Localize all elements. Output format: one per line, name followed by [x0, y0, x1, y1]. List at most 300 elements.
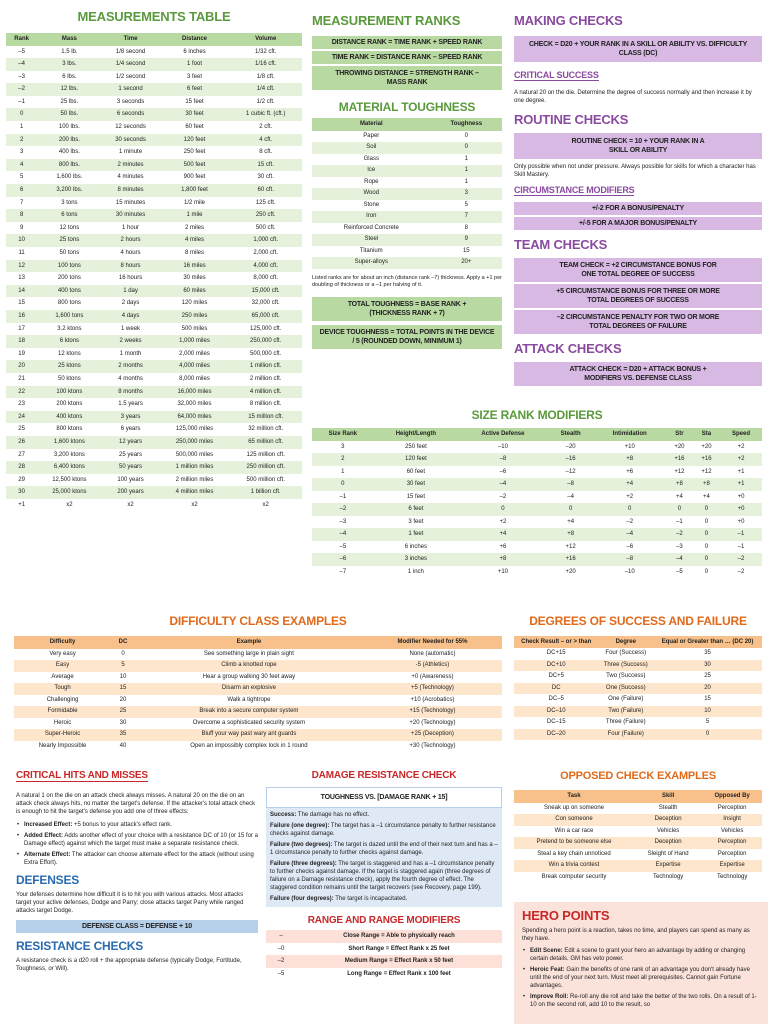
measurements-cell: 2 hours	[101, 234, 159, 247]
size-rank-cell: 0	[693, 553, 720, 566]
measurements-cell: 25 tons	[37, 234, 101, 247]
material-row	[312, 165, 502, 177]
measurements-cell: x2	[66, 501, 73, 508]
size-rank-table	[312, 428, 762, 578]
size-rank-cell: +8	[458, 553, 548, 566]
opposed-cell: Sleight of Hand	[647, 850, 689, 857]
difficulty-class-title: DIFFICULTY CLASS EXAMPLES	[169, 614, 347, 628]
size-rank-row	[312, 516, 762, 529]
measurements-cell: 3 years	[101, 411, 159, 424]
making-checks-section	[514, 14, 762, 386]
size-rank-cell: –4	[312, 528, 374, 541]
measurements-cell: 16 hours	[118, 275, 143, 282]
opposed-cell: Vehicles	[656, 827, 680, 834]
measurements-cell: 1 mile	[160, 209, 230, 222]
measurements-cell: x2	[262, 501, 269, 508]
measurements-cell: 16 miles	[160, 260, 230, 273]
measurements-cell: 250 miles	[160, 310, 230, 323]
opposed-section	[514, 770, 762, 883]
degree-cell: DC	[514, 683, 598, 695]
opposed-cell: Deception	[634, 837, 702, 849]
measurements-cell: –2	[6, 83, 37, 96]
opposed-cell: Insight	[702, 814, 762, 826]
size-rank-cell: +20	[674, 443, 685, 450]
measurements-cell: 1/8 second	[115, 48, 146, 55]
opposed-title: OPPOSED CHECK EXAMPLES	[560, 770, 716, 782]
damage-resistance-formula: TOUGHNESS VS. [DAMAGE RANK + 15]	[266, 787, 502, 808]
measurements-cell: 400 lbs.	[58, 149, 80, 156]
measurements-cell: –4	[6, 58, 37, 71]
opposed-cell: Technology	[652, 873, 684, 880]
measurements-cell: x2	[127, 501, 134, 508]
measurements-row	[6, 159, 302, 172]
size-rank-row	[312, 553, 762, 566]
damage-result: Failure (three degrees): The target is staggered and has a –1 circumstance penalty to further checks against damage. If the target is staggered again (three degrees of failure on a Damage resistance check), apply the fourth degree of effect. The staggered condition remains until the target recovers (see Recovery, page 199).	[270, 861, 495, 891]
size-rank-row	[312, 478, 762, 491]
measurements-row	[6, 360, 302, 373]
measurements-cell: 125 cft.	[255, 199, 276, 206]
difficulty-cell: Hear a group walking 30 feet away	[202, 673, 296, 680]
measurements-cell: 1 cubic ft. (cft.)	[229, 108, 302, 121]
size-rank-row	[312, 441, 762, 454]
measurements-cell: 800 tons	[57, 300, 81, 307]
size-rank-cell: –4	[594, 528, 666, 541]
measurements-cell: 6,400 ktons	[37, 461, 101, 474]
measurements-cell: –1	[18, 98, 25, 105]
size-rank-cell: +8	[666, 478, 693, 491]
measurements-cell: 50 years	[101, 461, 159, 474]
measurements-cell: 8 million cft.	[249, 401, 282, 408]
measurements-cell: 25 years	[119, 451, 143, 458]
measurements-cell: 30 minutes	[101, 209, 159, 222]
degree-row	[514, 648, 762, 660]
material-cell: 7	[431, 211, 502, 223]
measurements-cell: 32,000 miles	[177, 401, 212, 408]
difficulty-cell: Nearly Impossible	[38, 742, 87, 749]
measurements-cell: 24	[6, 411, 37, 424]
material-cell: Steel	[312, 234, 431, 246]
size-rank-cell: 0	[594, 503, 666, 516]
measurements-cell: 30 feet	[160, 108, 230, 121]
size-rank-cell: –2	[626, 518, 634, 525]
measurements-row	[6, 486, 302, 499]
size-rank-cell: 15 feet	[406, 493, 426, 500]
opposed-header: Opposed By	[702, 790, 762, 803]
measurements-cell: 6 inches	[183, 48, 206, 55]
size-rank-cell: 0	[693, 503, 720, 516]
measurements-cell: 50 tons	[59, 250, 80, 256]
degree-cell: Two (Success)	[606, 673, 646, 679]
size-rank-cell: 1	[341, 468, 345, 475]
range-cell: –0	[277, 945, 285, 952]
material-row	[312, 200, 502, 212]
size-rank-row	[312, 566, 762, 579]
critical-hits-bullet: • Increased Effect: +5 bonus to your attack's effect rank.	[16, 821, 258, 829]
difficulty-cell: Heroic	[53, 719, 72, 726]
measurements-cell: 250,000 cft.	[229, 335, 302, 348]
measurements-cell: 2 million miles	[175, 476, 214, 483]
hero-points-section	[514, 902, 768, 1024]
difficulty-cell: Easy	[14, 660, 111, 672]
measurements-cell: 200 ktons	[56, 401, 83, 408]
size-rank-cell: 250 feet	[405, 443, 427, 450]
measurements-cell: 30 seconds	[101, 134, 159, 147]
size-rank-cell: –2	[720, 553, 762, 566]
measurements-cell: 25,000 ktons	[37, 486, 101, 499]
measurements-header: Time	[101, 33, 159, 46]
measurements-cell: 65,000 cft.	[229, 310, 302, 323]
measurements-cell: 1 foot	[160, 58, 230, 71]
measurements-row	[6, 134, 302, 147]
difficulty-cell: Walk a tightrope	[227, 696, 271, 703]
measurements-cell: 800 lbs.	[37, 159, 101, 172]
check-formula: CHECK = D20 + YOUR RANK IN A SKILL OR ABILITY VS. DIFFICULTY CLASS (DC)	[514, 36, 762, 62]
measurements-cell: 500 feet	[160, 159, 230, 172]
size-rank-cell: +4	[458, 528, 548, 541]
difficulty-class-section	[14, 614, 502, 752]
size-rank-cell: +8	[594, 453, 666, 466]
material-cell: Stone	[363, 201, 380, 208]
measurement-rank-line: DISTANCE RANK = TIME RANK + SPEED RANK	[312, 36, 502, 49]
size-rank-header: Height/Length	[374, 428, 458, 441]
measurements-row	[6, 297, 302, 310]
team-penalty: –2 CIRCUMSTANCE PENALTY FOR TWO OR MORE TOTAL DEGREES OF FAILURE	[514, 310, 762, 334]
degree-row	[514, 717, 762, 729]
opposed-row	[514, 872, 762, 884]
difficulty-row	[14, 660, 502, 672]
difficulty-cell: Challenging	[46, 696, 79, 703]
material-row	[312, 131, 502, 143]
size-rank-cell: +16	[666, 453, 693, 466]
hero-points-bullet: • Improve Roll: Re-roll any die roll and take the better of the two rolls. On a result of 1-10 on the second roll, add 10 to the result, so	[522, 993, 760, 1009]
difficulty-cell: -5 (Athletics)	[363, 660, 502, 672]
measurements-cell: 16,000 miles	[160, 386, 230, 399]
measurements-cell: 2 days	[121, 300, 140, 307]
measurements-cell: 2	[6, 134, 37, 147]
measurements-row	[6, 71, 302, 84]
measurements-cell: 4,000 miles	[160, 360, 230, 373]
size-rank-cell: –3	[676, 543, 683, 550]
difficulty-cell: +10 (Acrobatics)	[410, 696, 455, 703]
opposed-cell: Steal a key chain unnoticed	[537, 850, 611, 857]
range-row	[266, 943, 502, 956]
difficulty-cell: +25 (Deception)	[363, 729, 502, 741]
critical-success-text: A natural 20 on the die. Determine the degree of success normally and then increase it by one degree.	[514, 90, 752, 104]
size-rank-cell: –2	[737, 568, 745, 575]
measurements-cell: 200 tons	[57, 275, 81, 282]
size-rank-cell: –6	[626, 543, 634, 550]
measurements-cell: 30 miles	[183, 275, 206, 282]
damage-result: Success: The damage has no effect.	[270, 812, 370, 818]
range-row	[266, 968, 502, 981]
size-rank-cell: +6	[499, 543, 507, 550]
measurements-cell: 64,000 miles	[160, 411, 230, 424]
measurements-cell: 15 feet	[185, 98, 204, 105]
degree-row	[514, 706, 762, 718]
degree-row	[514, 729, 762, 741]
measurements-cell: 32,000 cft.	[251, 300, 280, 307]
size-rank-cell: 0	[458, 503, 548, 516]
size-rank-cell: 0	[704, 568, 709, 575]
measurements-cell: 2 miles	[184, 224, 204, 231]
measurements-cell: 2 cft.	[259, 124, 273, 131]
measurements-cell: 14	[6, 285, 37, 298]
size-rank-cell: +4	[703, 493, 710, 500]
measurements-cell: 8,000 miles	[179, 375, 210, 382]
measurements-cell: 100 years	[117, 476, 144, 483]
difficulty-cell: 35	[111, 729, 135, 741]
material-cell: Ice	[312, 165, 431, 177]
material-toughness-section	[312, 100, 502, 349]
measurements-cell: 2 minutes	[101, 159, 159, 172]
size-rank-cell: –8	[594, 553, 666, 566]
measurements-cell: 30	[6, 486, 37, 499]
material-cell: 15	[462, 247, 470, 254]
size-rank-header: Size Rank	[312, 428, 374, 441]
material-row	[312, 234, 502, 246]
measurements-cell: 1,600 ktons	[37, 436, 101, 449]
size-rank-cell: –16	[548, 453, 594, 466]
opposed-row	[514, 826, 762, 838]
measurements-row	[6, 184, 302, 197]
size-rank-cell: 1 inch	[407, 568, 424, 575]
measurements-cell: 16	[6, 310, 37, 323]
measurements-cell: 8 months	[101, 386, 159, 399]
measurements-cell: 250 million cft.	[229, 461, 302, 474]
measurements-cell: 3,200 ktons	[53, 451, 85, 458]
damage-result: Failure (four degrees): The target is incapacitated.	[270, 896, 408, 902]
degree-row	[514, 683, 762, 695]
size-rank-cell: +12	[565, 543, 576, 550]
attack-checks-title: ATTACK CHECKS	[514, 341, 622, 356]
measurements-cell: 1 day	[101, 285, 159, 298]
size-rank-cell: 6 inches	[404, 543, 428, 550]
measurements-header: Rank	[6, 33, 37, 46]
measurement-ranks-section	[312, 14, 502, 90]
degree-cell: Four (Success)	[605, 650, 647, 656]
damage-resistance-title: DAMAGE RESISTANCE CHECK	[311, 770, 457, 781]
difficulty-cell: Disarm an explosive	[135, 683, 363, 695]
difficulty-class-table	[14, 636, 502, 752]
size-rank-cell: +16	[548, 553, 594, 566]
size-rank-cell: –1	[676, 518, 683, 525]
measurements-cell: 12 tons	[59, 224, 80, 231]
degree-row	[514, 660, 762, 672]
material-row	[312, 142, 502, 154]
range-cell: Short Range = Effect Rank x 25 feet	[348, 945, 450, 952]
measurements-table-section	[6, 10, 302, 511]
defense-class-formula: DEFENSE CLASS = DEFENSE + 10	[16, 920, 258, 933]
size-rank-cell: 1 feet	[374, 528, 458, 541]
measurements-row	[6, 247, 302, 260]
size-rank-cell: +1	[737, 468, 745, 475]
team-formula: TEAM CHECK = +2 CIRCUMSTANCE BONUS FOR ONE TOTAL DEGREE OF SUCCESS	[514, 258, 762, 282]
measurements-header: Volume	[229, 33, 302, 46]
measurements-cell: 1/32 cft.	[255, 48, 277, 55]
measurements-cell: 1/4 cft.	[229, 83, 302, 96]
opposed-cell: Win a car race	[554, 827, 594, 834]
size-rank-cell: –2	[666, 528, 693, 541]
measurements-cell: 60 cft.	[229, 184, 302, 197]
measurements-cell: 25 lbs.	[60, 98, 79, 105]
material-cell: Paper	[363, 132, 380, 139]
measurements-cell: x2	[191, 501, 198, 508]
measurements-cell: 1/8 cft.	[256, 73, 275, 80]
measurements-cell: 1 hour	[122, 224, 140, 231]
measurements-row	[6, 474, 302, 487]
material-cell: 8	[464, 224, 468, 231]
measurements-cell: 0	[6, 108, 37, 121]
material-cell: 20+	[431, 257, 502, 269]
opposed-cell: Pretend to be someone else	[514, 837, 634, 849]
degree-cell: One (Success)	[598, 683, 653, 695]
material-row	[312, 223, 502, 235]
size-rank-cell: –5	[339, 543, 347, 550]
measurements-cell: 23	[18, 401, 25, 408]
measurements-row	[6, 436, 302, 449]
measurements-cell: 6	[6, 184, 37, 197]
measurements-cell: 3	[19, 149, 24, 156]
opposed-cell: Expertise	[634, 860, 702, 872]
measurements-row	[6, 411, 302, 424]
measurements-header: Mass	[37, 33, 101, 46]
measurements-cell: 60 miles	[160, 285, 230, 298]
defenses-text: Your defenses determine how difficult it is to hit you with various attacks. Most attacks target your active defenses, Dodge and Parry; close attacks target Parry while ranged attacks target Dodge.	[16, 892, 244, 914]
measurements-cell: 4 million cft.	[229, 386, 302, 399]
measurements-cell: 4 minutes	[117, 174, 144, 181]
measurements-cell: 17	[18, 325, 25, 332]
measurements-cell: 125,000 miles	[175, 426, 214, 433]
measurement-rank-line: TIME RANK = DISTANCE RANK – SPEED RANK	[312, 51, 502, 64]
size-rank-header: Intimidation	[594, 428, 666, 441]
size-rank-cell: 60 feet	[406, 468, 426, 475]
size-rank-cell: +0	[720, 503, 762, 516]
degree-row	[514, 671, 762, 683]
opposed-cell: Perception	[717, 850, 747, 857]
material-row	[312, 257, 502, 269]
measurements-cell: 12 seconds	[115, 124, 146, 131]
material-cell: 3	[431, 188, 502, 200]
resistance-text: A resistance check is a d20 roll + the appropriate defense (typically Dodge, Fortitude, Toughness, or Will).	[16, 958, 242, 972]
size-rank-header: Active Defense	[458, 428, 548, 441]
range-row	[266, 930, 502, 943]
size-rank-cell: –1	[737, 543, 745, 550]
size-rank-cell: 30 feet	[374, 478, 458, 491]
measurements-cell: 32 million cft.	[248, 426, 284, 433]
degree-cell: DC–5	[548, 696, 564, 702]
size-rank-row	[312, 453, 762, 466]
measurements-row	[6, 272, 302, 285]
measurements-cell: 30 cft.	[257, 174, 274, 181]
resistance-checks-title: RESISTANCE CHECKS	[16, 939, 144, 953]
size-rank-cell: +16	[693, 453, 720, 466]
difficulty-cell: 25	[111, 706, 135, 718]
size-rank-cell: –5	[676, 568, 683, 575]
hero-points-bullet: • Edit Scene: Edit a scene to grant your hero an advantage by adding or changing certain details. GM has veto power.	[522, 947, 760, 963]
difficulty-header: Modifier Needed for 55%	[363, 636, 502, 649]
material-cell: Rope	[364, 178, 379, 185]
difficulty-cell: Super-Heroic	[14, 729, 111, 741]
opposed-header: Task	[514, 790, 634, 803]
size-rank-cell: –12	[565, 468, 576, 475]
measurements-cell: 100 ktons	[37, 386, 101, 399]
material-cell: Titanium	[359, 247, 383, 254]
size-rank-cell: +4	[594, 478, 666, 491]
size-rank-cell: +10	[497, 568, 509, 575]
measurements-cell: 3 lbs.	[37, 58, 101, 71]
material-cell: 1	[464, 155, 468, 162]
difficulty-cell: +5 (Technology)	[363, 683, 502, 695]
degree-cell: DC+15	[546, 650, 566, 656]
measurements-cell: 15 million cft.	[229, 411, 302, 424]
measurements-cell: 4 million miles	[160, 486, 230, 499]
measurements-cell: 1 week	[121, 325, 141, 332]
size-rank-cell: +2	[720, 453, 762, 466]
measurements-cell: 8 miles	[184, 250, 204, 256]
difficulty-cell: Formidable	[14, 706, 111, 718]
measurements-cell: 3,200 lbs.	[37, 184, 101, 197]
difficulty-cell: Very easy	[49, 650, 76, 657]
critical-hits-bullet: • Added Effect: Adds another effect of your choice with a resistance DC of 10 (or 15 for a Damage effect) against which the target must make a separate resistance check.	[16, 832, 258, 848]
measurements-cell: 13	[18, 275, 25, 282]
degree-cell: DC–10	[514, 706, 598, 718]
degree-cell: 20	[653, 683, 762, 695]
degree-cell: Three (Success)	[598, 660, 653, 672]
degree-cell: Three (Failure)	[605, 719, 646, 725]
degree-cell: One (Failure)	[608, 696, 644, 702]
size-rank-cell: –1	[339, 493, 347, 500]
measurements-cell: 2 million cft.	[249, 375, 282, 382]
degree-cell: 35	[704, 650, 711, 656]
measurements-cell: 250,000 miles	[160, 436, 230, 449]
measurements-cell: 4 months	[118, 375, 143, 382]
size-rank-cell: –3	[339, 518, 347, 525]
difficulty-cell: +20 (Technology)	[409, 719, 456, 726]
measurements-cell: 8 hours	[101, 260, 159, 273]
size-rank-cell: 3	[341, 443, 345, 450]
measurements-cell: 12 ktons	[58, 350, 81, 357]
measurements-cell: 1.5 lb.	[61, 48, 78, 55]
degree-header: Check Result – or > than	[514, 636, 598, 648]
size-rank-row	[312, 541, 762, 554]
measurements-cell: 1 minute	[119, 149, 143, 156]
difficulty-cell: +30 (Technology)	[409, 742, 456, 749]
degree-cell: 15	[704, 696, 711, 702]
size-rank-cell: +2	[626, 493, 634, 500]
circumstance-bonus: +/-2 FOR A BONUS/PENALTY	[514, 202, 762, 215]
opposed-cell: Stealth	[658, 804, 678, 811]
measurements-cell: +1	[18, 501, 26, 508]
material-cell: 9	[431, 234, 502, 246]
size-rank-cell: 3 inches	[374, 553, 458, 566]
degree-cell: DC+10	[514, 660, 598, 672]
measurements-cell: 60 feet	[185, 124, 204, 131]
measurements-cell: 250 feet	[183, 149, 206, 156]
range-title: RANGE AND RANGE MODIFIERS	[307, 915, 461, 926]
measurements-row	[6, 46, 302, 59]
measurements-row	[6, 197, 302, 210]
measurement-ranks-title: MEASUREMENT RANKS	[312, 13, 461, 28]
measurements-cell: 3 tons	[61, 199, 78, 206]
difficulty-cell: 0	[121, 650, 125, 657]
measurements-cell: 12	[6, 260, 37, 273]
measurements-row	[6, 260, 302, 273]
opposed-row	[514, 837, 762, 849]
measurements-cell: 1 second	[101, 83, 159, 96]
measurements-cell: 6 tons	[37, 209, 101, 222]
routine-checks-title: ROUTINE CHECKS	[514, 112, 629, 127]
range-cell: Medium Range = Effect Rank x 50 feet	[344, 958, 454, 964]
